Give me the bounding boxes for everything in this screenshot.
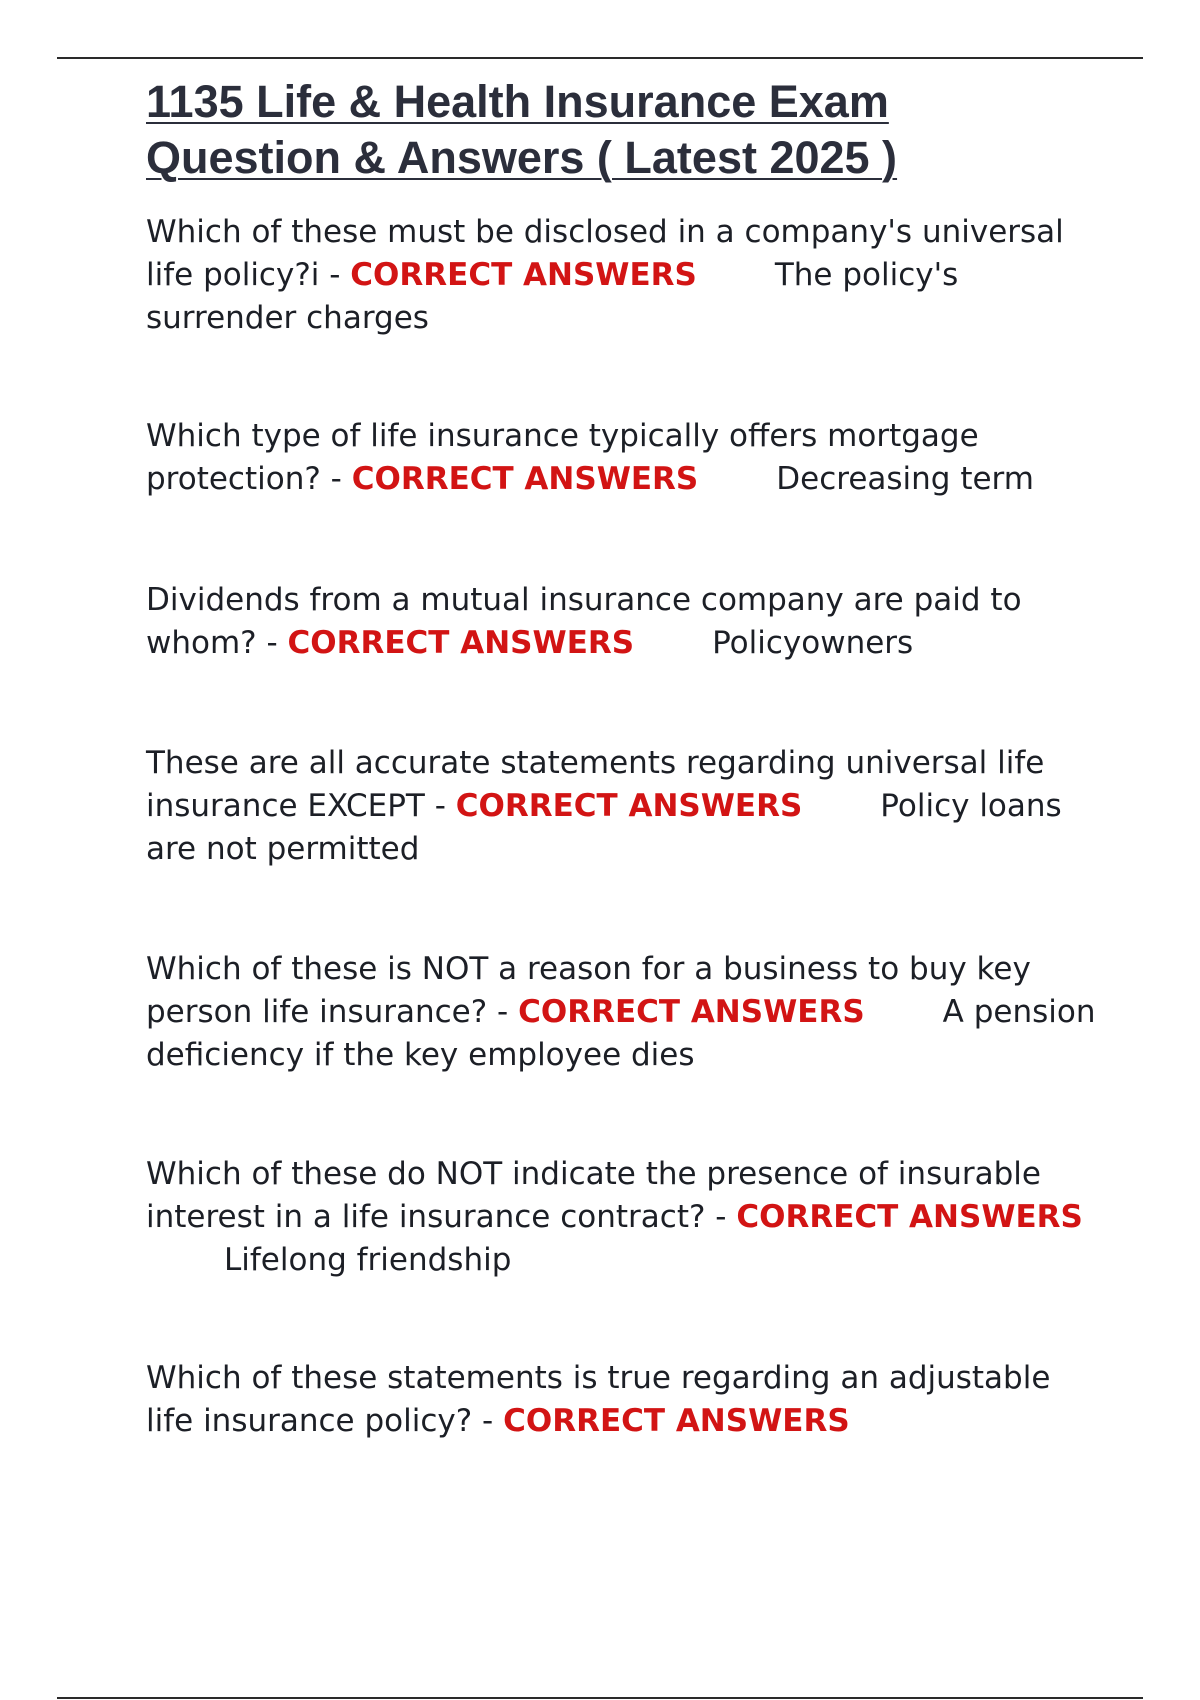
question-text: Which of these is NOT a reason for a business to buy key person life insurance? -: [146, 951, 1031, 1030]
question-text: These are all accurate statements regarding universal life insurance EXCEPT -: [146, 745, 1045, 824]
document-content: [146, 74, 1096, 1439]
question-text: Which of these statements is true regarding an adjustable life insurance policy? -: [146, 1360, 1051, 1439]
title-line-1: 1135 Life & Health Insurance Exam: [146, 76, 889, 127]
qa-item: [146, 415, 1096, 501]
bottom-rule: [57, 1697, 1143, 1699]
answer-text: A pension deficiency if the key employee dies: [146, 994, 1096, 1073]
qa-item: [146, 211, 1096, 340]
answer-text: Lifelong friendship: [224, 1242, 512, 1278]
correct-answers-label: CORRECT ANSWERS: [287, 625, 635, 661]
answer-text: Decreasing term: [776, 461, 1034, 497]
question-text: Which of these must be disclosed in a company's universal life policy?i -: [146, 214, 1064, 293]
top-rule: [57, 57, 1143, 59]
correct-answers-label: CORRECT ANSWERS: [350, 257, 697, 293]
correct-answers-label: CORRECT ANSWERS: [736, 1199, 1083, 1235]
question-text: Which of these do NOT indicate the presence of insurable interest in a life insurance contract? -: [146, 1156, 1041, 1235]
question-text: Which type of life insurance typically offers mortgage protection? -: [146, 418, 979, 497]
qa-item: [146, 1357, 1096, 1443]
title-line-2: Question & Answers ( Latest 2025 ): [146, 132, 898, 183]
correct-answers-label: CORRECT ANSWERS: [351, 461, 699, 497]
answer-text: The policy's surrender charges: [146, 257, 959, 336]
document-title: [146, 74, 1096, 186]
answer-text: Policy loans are not permitted: [146, 788, 1062, 867]
qa-item: [146, 742, 1096, 871]
qa-item: [146, 579, 1096, 665]
qa-item: [146, 948, 1096, 1077]
correct-answers-label: CORRECT ANSWERS: [455, 788, 803, 824]
correct-answers-label: CORRECT ANSWERS: [518, 994, 865, 1030]
answer-text: Policyowners: [712, 625, 914, 661]
correct-answers-label: CORRECT ANSWERS: [503, 1403, 850, 1439]
question-text: Dividends from a mutual insurance company are paid to whom? -: [146, 582, 1022, 661]
qa-item: [146, 1153, 1096, 1282]
